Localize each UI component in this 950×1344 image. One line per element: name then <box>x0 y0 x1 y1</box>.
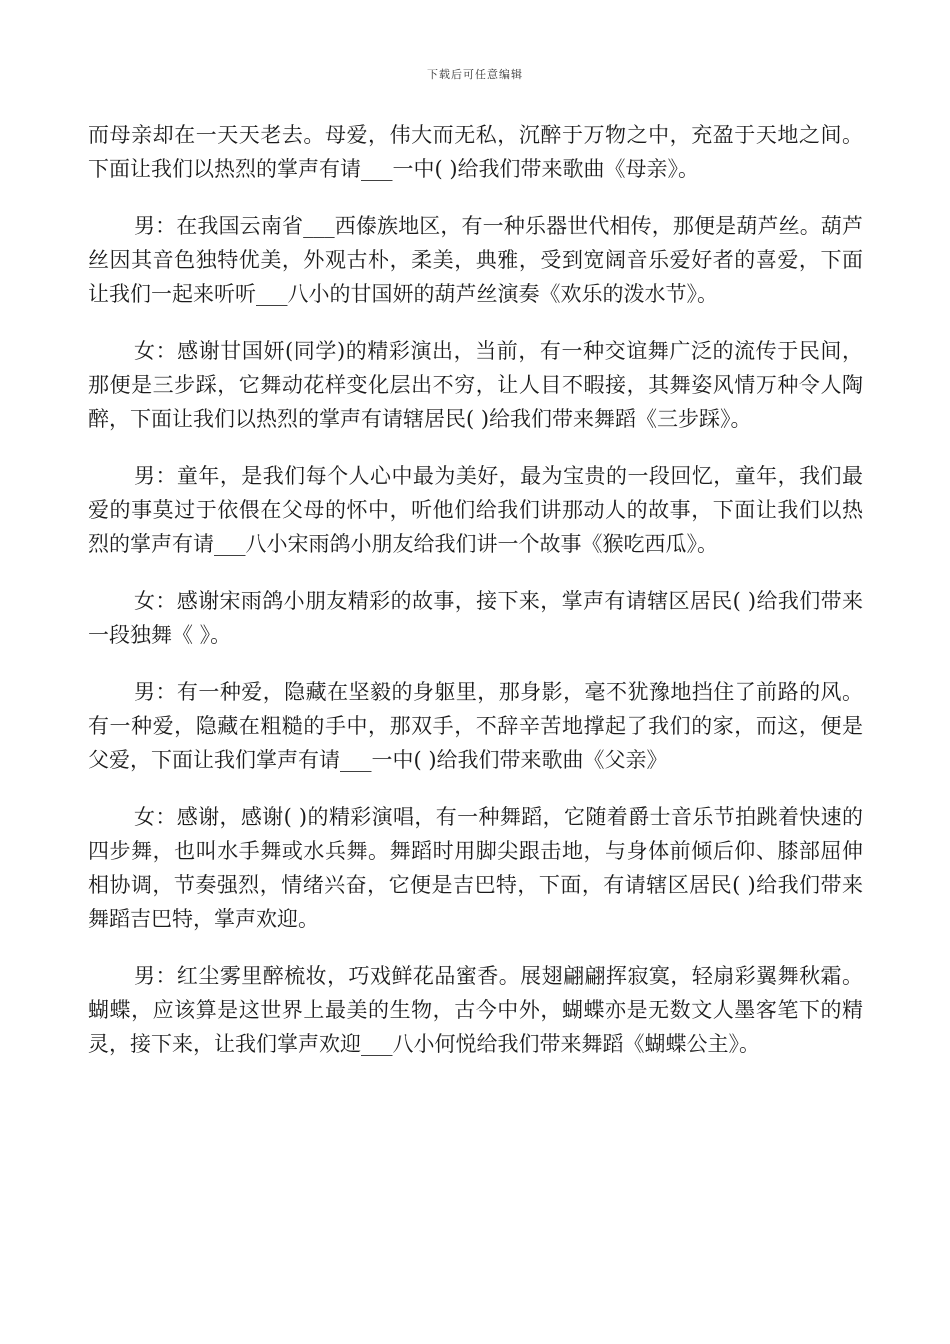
paragraph-6: 男：有一种爱，隐藏在坚毅的身躯里，那身影，毫不犹豫地挡住了前路的风。有一种爱，隐藏在粗糙的手中，那双手，不辞辛苦地撑起了我们的家，而这，便是父爱，下面让我们掌声有请___一中( )给我们带来歌曲《父亲》 <box>88 680 863 772</box>
paragraph-2: 男：在我国云南省___西傣族地区，有一种乐器世代相传，那便是葫芦丝。葫芦丝因其音色独特优美，外观古朴，柔美，典雅，受到宽阔音乐爱好者的喜爱，下面让我们一起来听听___八小的甘国妍的葫芦丝演奏《欢乐的泼水节》。 <box>88 214 863 306</box>
paragraph-3: 女：感谢甘国妍(同学)的精彩演出，当前，有一种交谊舞广泛的流传于民间，那便是三步踩，它舞动花样变化层出不穷，让人目不暇接，其舞姿风情万种令人陶醉，下面让我们以热烈的掌声有请辖居民( )给我们带来舞蹈《三步踩》。 <box>88 339 863 431</box>
paragraph-7: 女：感谢，感谢( )的精彩演唱，有一种舞蹈，它随着爵士音乐节拍跳着快速的四步舞，也叫水手舞或水兵舞。舞蹈时用脚尖跟击地，与身体前倾后仰、膝部屈伸相协调，节奏强烈，情绪兴奋，它便是吉巴特，下面，有请辖区居民( )给我们带来舞蹈吉巴特，掌声欢迎。 <box>88 805 863 931</box>
paragraph-8: 男：红尘雾里醉梳妆，巧戏鲜花品蜜香。展翅翩翩挥寂寞，轻扇彩翼舞秋霜。蝴蝶，应该算是这世界上最美的生物，古今中外，蝴蝶亦是无数文人墨客笔下的精灵，接下来，让我们掌声欢迎___八小何悦给我们带来舞蹈《蝴蝶公主》。 <box>88 964 863 1056</box>
document-body <box>88 118 863 1084</box>
paragraph-4: 男：童年，是我们每个人心中最为美好，最为宝贵的一段回忆，童年，我们最爱的事莫过于依偎在父母的怀中，听他们给我们讲那动人的故事，下面让我们以热烈的掌声有请___八小宋雨鸽小朋友给我们讲一个故事《猴吃西瓜》。 <box>88 464 863 556</box>
paragraph-5: 女：感谢宋雨鸽小朋友精彩的故事，接下来，掌声有请辖区居民( )给我们带来一段独舞《 》。 <box>88 589 863 647</box>
header-note: 下载后可任意编辑 <box>427 68 523 81</box>
paragraph-1: 而母亲却在一天天老去。母爱，伟大而无私，沉醉于万物之中，充盈于天地之间。下面让我们以热烈的掌声有请___一中( )给我们带来歌曲《母亲》。 <box>88 123 863 181</box>
